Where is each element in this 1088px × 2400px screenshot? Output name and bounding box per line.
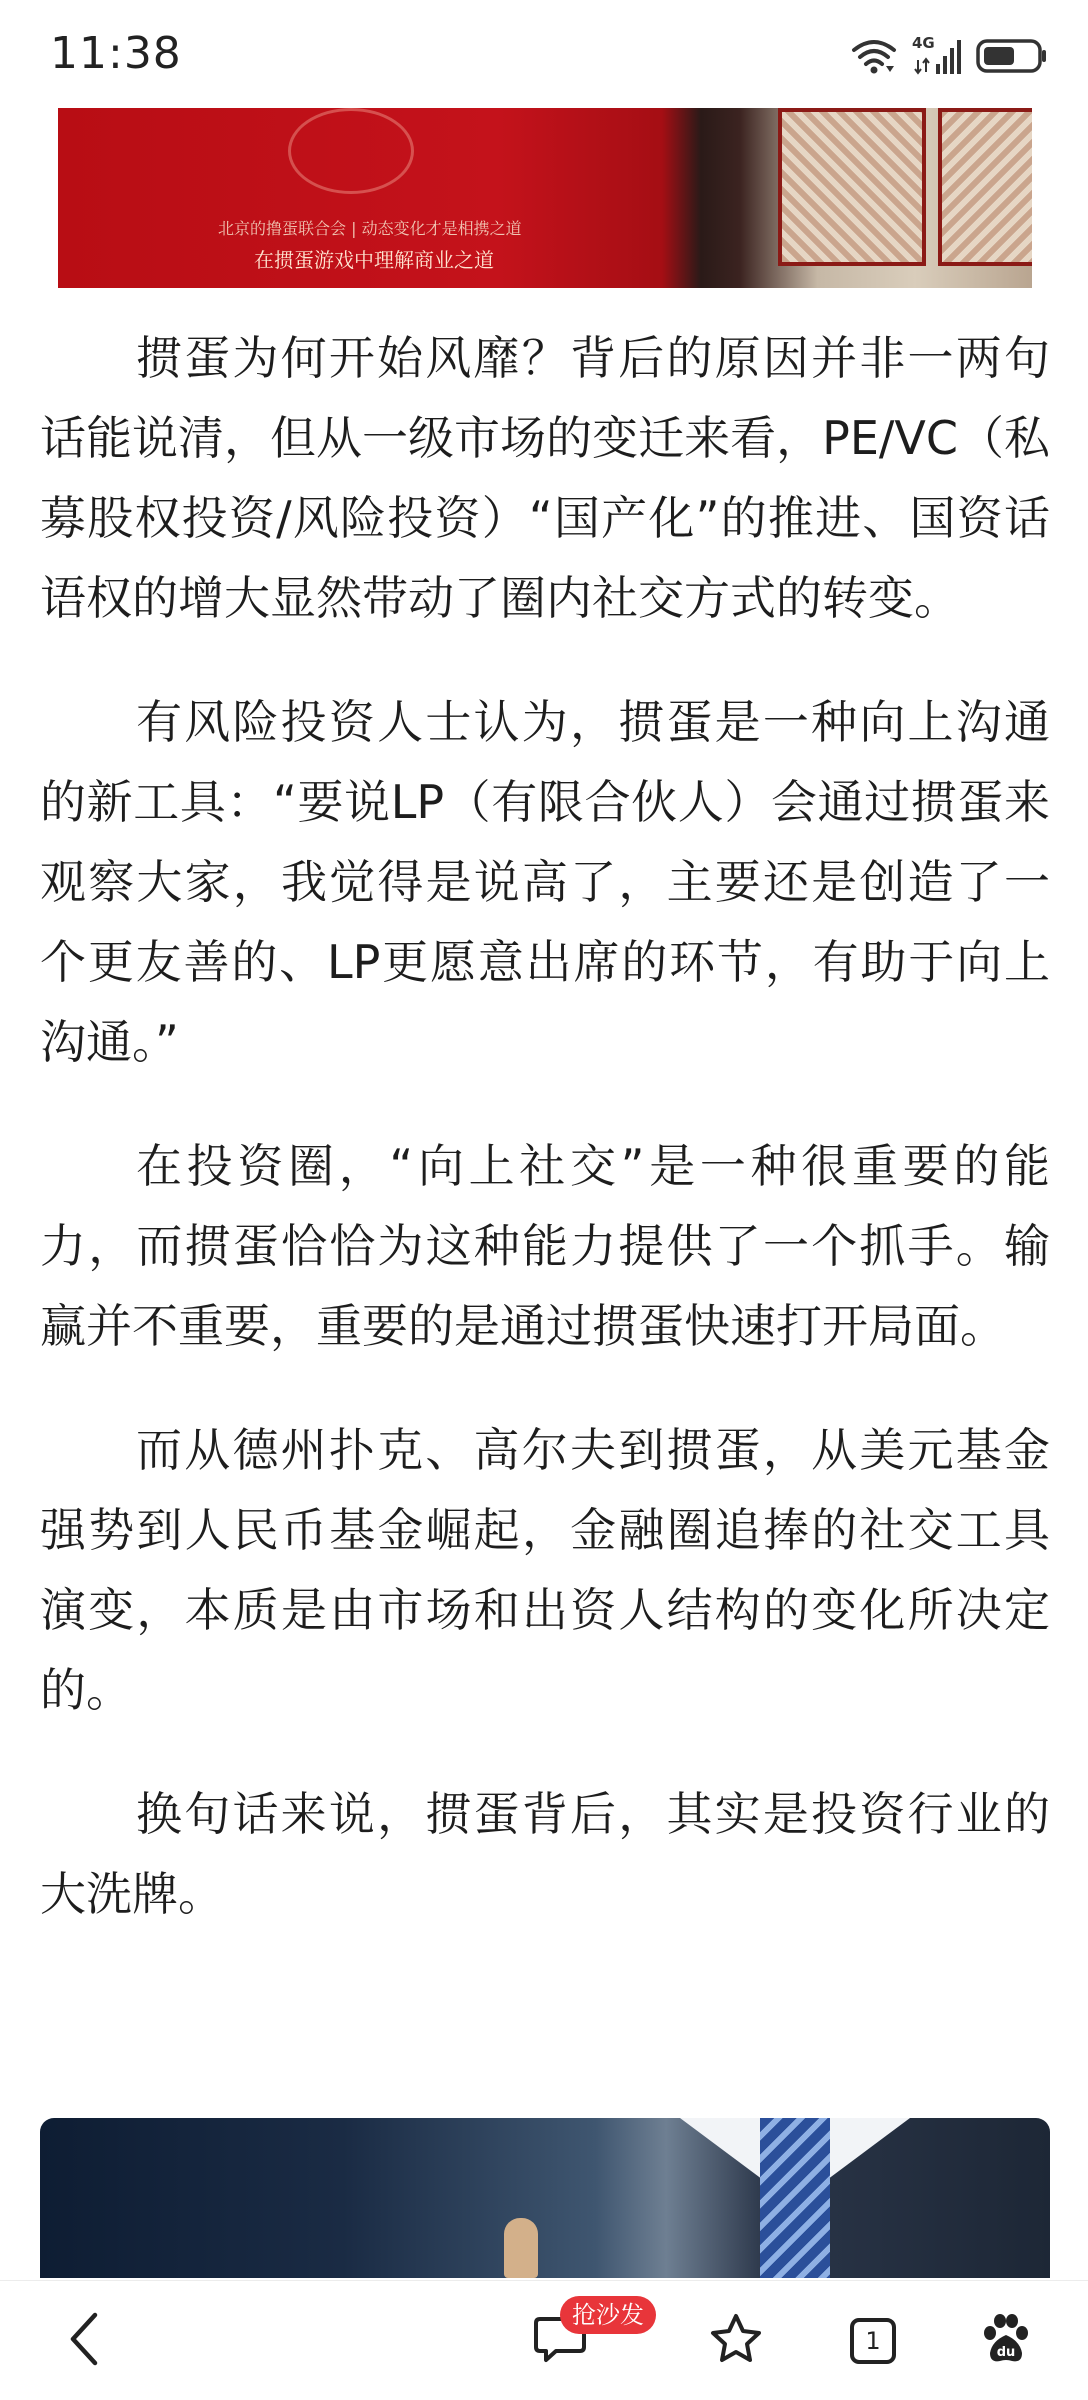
article-paragraph: 而从德州扑克、高尔夫到掼蛋，从美元基金强势到人民币基金崛起，金融圈追捧的社交工具演变，本质是由市场和出资人结构的变化所决定的。 xyxy=(40,1423,1050,1717)
svg-text:du: du xyxy=(996,2345,1016,2360)
baidu-button[interactable] xyxy=(966,2281,1046,2400)
article-image-bottom[interactable] xyxy=(40,2118,1050,2278)
back-button[interactable] xyxy=(40,2281,130,2400)
wifi-icon xyxy=(850,36,898,76)
image-figurine xyxy=(504,2218,538,2278)
tab-count: 1 xyxy=(865,2327,881,2355)
favorite-star-icon xyxy=(708,2312,764,2370)
comment-badge[interactable]: 抢沙发 xyxy=(560,2296,656,2334)
image-tie xyxy=(760,2118,830,2278)
article-paragraph: 在投资圈，“向上社交”是一种很重要的能力，而掼蛋恰恰为这种能力提供了一个抓手。输赢并不重要，重要的是通过掼蛋快速打开局面。 xyxy=(40,1139,1050,1353)
image-card-left xyxy=(778,108,926,266)
image-caption-line2: 在掼蛋游戏中理解商业之道 xyxy=(254,248,494,272)
article-image-top[interactable] xyxy=(58,108,1032,288)
image-decoration xyxy=(288,108,414,194)
article-paragraph: 掼蛋为何开始风靡？背后的原因并非一两句话能说清，但从一级市场的变迁来看，PE/VC（私募股权投资/风险投资）“国产化”的推进、国资话语权的增大显然带动了圈内社交方式的转变。 xyxy=(40,331,1050,625)
image-card-right xyxy=(938,108,1032,266)
back-icon xyxy=(65,2311,105,2371)
status-bar xyxy=(0,0,1088,108)
article-body xyxy=(40,318,1050,1978)
baidu-paw-icon xyxy=(978,2311,1034,2371)
tabs-button[interactable] xyxy=(833,2281,913,2400)
status-time: 11:38 xyxy=(50,28,182,79)
battery-icon xyxy=(976,38,1048,74)
article-paragraph: 换句话来说，掼蛋背后，其实是投资行业的大洗牌。 xyxy=(40,1787,1050,1921)
bottom-toolbar xyxy=(0,2280,1088,2400)
status-icons xyxy=(850,34,1048,78)
signal-icon xyxy=(912,36,962,76)
network-label: 4G xyxy=(912,34,935,52)
article-paragraph: 有风险投资人士认为，掼蛋是一种向上沟通的新工具：“要说LP（有限合伙人）会通过掼蛋来观察大家，我觉得是说高了，主要还是创造了一个更友善的、LP更愿意出席的环节，有助于向上沟通。” xyxy=(40,695,1050,1069)
image-caption-line1: 北京的撸蛋联合会 | 动态变化才是相携之道 xyxy=(218,219,522,238)
tabs-icon xyxy=(848,2316,898,2366)
favorite-button[interactable] xyxy=(696,2281,776,2400)
